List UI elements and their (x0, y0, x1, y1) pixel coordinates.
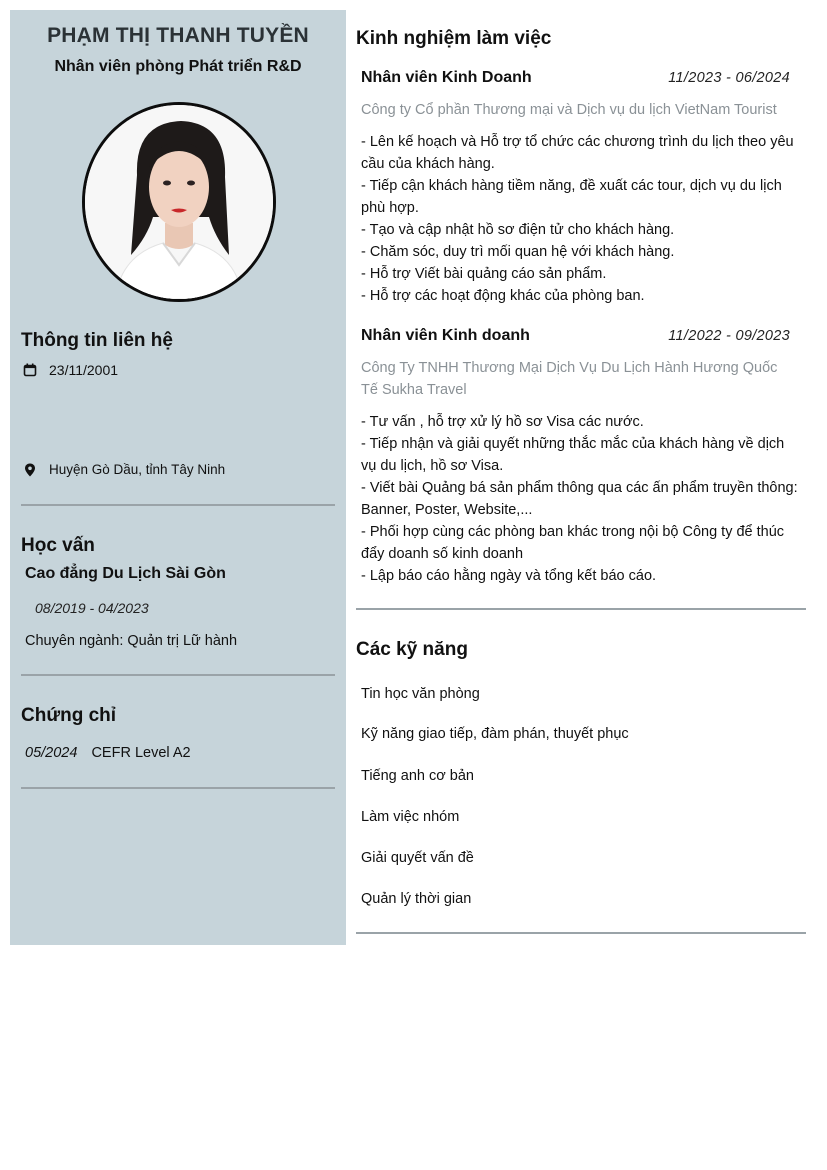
portrait-photo (85, 105, 273, 299)
job-duty: - Lập báo cáo hằng ngày và tổng kết báo cáo. (361, 568, 657, 584)
skill-item: Làm việc nhóm (361, 809, 460, 825)
job-title: Nhân viên Kinh doanh (361, 327, 530, 344)
job-duty: - Tư vấn , hỗ trợ xử lý hồ sơ Visa các nước. (361, 414, 644, 430)
job-duty: - Phối hợp cùng các phòng ban khác trong nội bộ Công ty để thúc đẩy doanh số kinh doanh (361, 524, 785, 562)
job-company: Công Ty TNHH Thương Mại Dịch Vụ Du Lịch Hành Hương Quốc Tế Sukha Travel (361, 360, 778, 398)
job-duty: - Chăm sóc, duy trì mối quan hệ với khách hàng. (361, 244, 675, 260)
education-school: Cao đẳng Du Lịch Sài Gòn (25, 565, 226, 582)
skill-item: Tin học văn phòng (361, 686, 480, 702)
divider (21, 787, 335, 789)
job-description (361, 131, 801, 307)
divider (356, 932, 806, 934)
job-duty: - Tiếp cận khách hàng tiềm năng, đề xuất các tour, dịch vụ du lịch phù hợp. (361, 178, 782, 216)
address-row (23, 462, 225, 477)
candidate-name: PHẠM THỊ THANH TUYỀN (47, 24, 309, 47)
divider (21, 674, 335, 676)
job-period: 11/2023 - 06/2024 (668, 70, 790, 86)
job-duty: - Tiếp nhận và giải quyết những thắc mắc của khách hàng về dịch vụ du lịch, hồ sơ Visa. (361, 436, 785, 474)
skill-item: Giải quyết vấn đề (361, 850, 474, 866)
job-company: Công ty Cổ phần Thương mại và Dịch vụ du lịch VietNam Tourist (361, 102, 777, 118)
job-duty: - Lên kế hoạch và Hỗ trợ tổ chức các chương trình du lịch theo yêu cầu của khách hàng. (361, 134, 794, 172)
divider (356, 608, 806, 610)
skill-item: Kỹ năng giao tiếp, đàm phán, thuyết phục (361, 726, 629, 742)
sidebar (10, 10, 346, 945)
job-duty: - Viết bài Quảng bá sản phẩm thông qua các ấn phẩm truyền thông: Banner, Poster, Website,... (361, 480, 798, 518)
job-duty: - Hỗ trợ Viết bài quảng cáo sản phẩm. (361, 266, 607, 282)
location-pin-icon (23, 463, 37, 477)
job-title: Nhân viên Kinh Doanh (361, 69, 532, 86)
job-description (361, 411, 801, 587)
calendar-icon (23, 363, 37, 377)
education-major: Chuyên ngành: Quản trị Lữ hành (25, 633, 238, 649)
job-duty: - Tạo và cập nhật hồ sơ điện tử cho khách hàng. (361, 222, 675, 238)
contact-title: Thông tin liên hệ (21, 330, 173, 351)
skills-title: Các kỹ năng (356, 639, 468, 660)
candidate-role: Nhân viên phòng Phát triển R&D (54, 58, 302, 75)
divider (21, 504, 335, 506)
certificate-name: CEFR Level A2 (91, 745, 191, 761)
certificate-item (25, 745, 191, 761)
job-duty: - Hỗ trợ các hoạt động khác của phòng ban. (361, 288, 645, 304)
skill-item: Quản lý thời gian (361, 891, 472, 907)
birthday-row (23, 362, 118, 378)
skill-item: Tiếng anh cơ bản (361, 768, 474, 784)
job-period: 11/2022 - 09/2023 (668, 328, 790, 344)
certificate-date: 05/2024 (25, 745, 78, 761)
education-period: 08/2019 - 04/2023 (35, 600, 149, 616)
certificates-title: Chứng chỉ (21, 705, 117, 726)
address-text: Huyện Gò Dầu, tỉnh Tây Ninh (49, 462, 226, 477)
avatar (82, 102, 276, 302)
birthday-text: 23/11/2001 (49, 362, 119, 378)
experience-title: Kinh nghiệm làm việc (356, 28, 552, 49)
education-title: Học vấn (21, 535, 95, 556)
